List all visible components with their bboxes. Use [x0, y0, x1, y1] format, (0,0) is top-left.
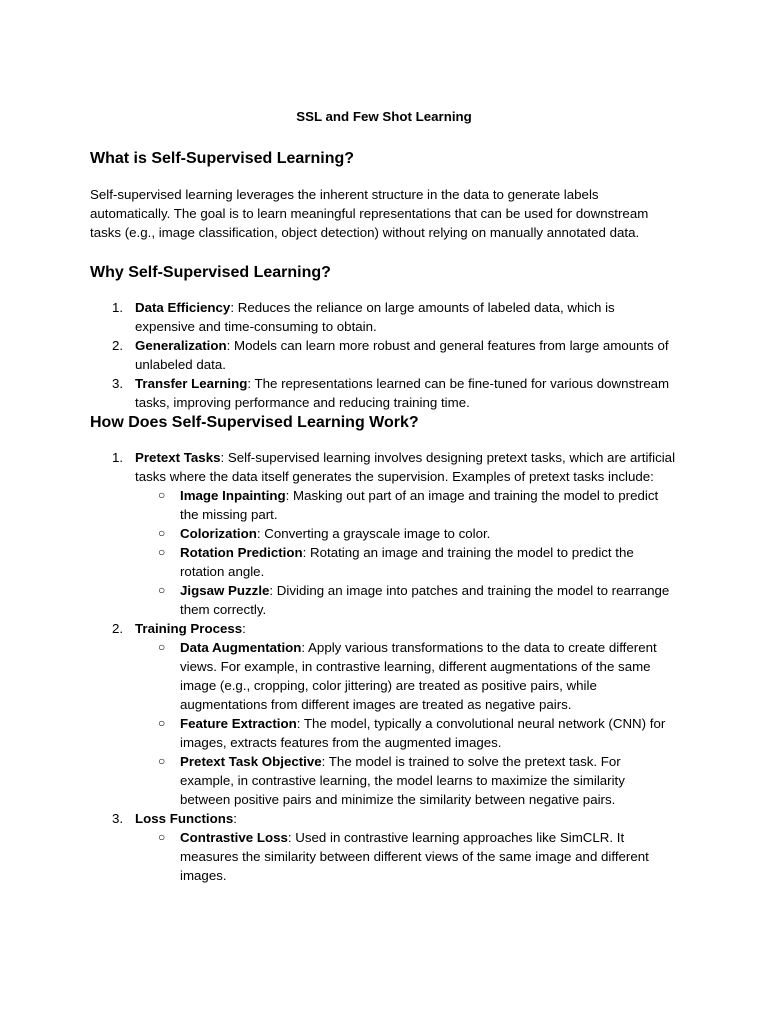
list-item-term: Transfer Learning [135, 376, 248, 391]
sublist-item [135, 752, 678, 809]
sublist-item [135, 486, 678, 524]
list-item-text: : [242, 621, 246, 636]
sublist-item-text: : Masking out part of an image and training the model to predict the missing part. [180, 488, 659, 522]
list-why-ssl [90, 298, 678, 412]
list-item-term: Training Process [135, 621, 243, 636]
list-number: 1. [112, 300, 124, 315]
list-item-text: : Reduces the reliance on large amounts of labeled data, which is expensive and time-consuming to obtain. [135, 300, 615, 334]
list-item [90, 619, 678, 809]
list-item-text: : Self-supervised learning involves designing pretext tasks, which are artificial tasks where the data itself generates the supervision. Examples of pretext tasks include: [135, 450, 676, 484]
sublist-item [135, 524, 678, 543]
sublist-item-text: : Apply various transformations to the data to create different views. For example, in contrastive learning, different augmentations of the same image (e.g., cropping, color jittering) are treated as positive pairs, while augmentations from different images are treated as negative pairs. [180, 640, 657, 712]
hollow-circle-bullet-icon: ○ [158, 716, 166, 730]
sublist-pretext-tasks [135, 486, 678, 619]
sublist-item-term: Feature Extraction [180, 716, 297, 731]
sublist-item-text: : Converting a grayscale image to color. [256, 526, 491, 541]
sublist-item-text: : Rotating an image and training the model to predict the rotation angle. [180, 545, 634, 579]
sublist-item [135, 828, 678, 885]
list-item-text: : [233, 811, 237, 826]
heading-how-ssl-works: How Does Self-Supervised Learning Work? [90, 414, 419, 431]
sublist-item-term: Colorization [180, 526, 257, 541]
list-item-text: : Models can learn more robust and general features from large amounts of unlabeled data. [135, 338, 669, 372]
hollow-circle-bullet-icon: ○ [158, 488, 166, 502]
sublist-item-term: Contrastive Loss [180, 830, 288, 845]
list-number: 1. [112, 450, 124, 465]
sublist-item-text: : The model is trained to solve the pretext task. For example, in contrastive learning, the model learns to maximize the similarity between positive pairs and minimize the similarity between negative pairs. [180, 754, 625, 807]
sublist-item-term: Jigsaw Puzzle [180, 583, 270, 598]
sublist-item [135, 638, 678, 714]
list-number: 2. [112, 621, 124, 636]
sublist-training-process [135, 638, 678, 809]
heading-what-is-ssl: What is Self-Supervised Learning? [90, 150, 355, 167]
list-item [90, 809, 678, 885]
sublist-item [135, 543, 678, 581]
list-how-ssl-works [90, 448, 678, 885]
list-item [90, 374, 678, 412]
sublist-item-text: : The model, typically a convolutional neural network (CNN) for images, extracts features from the augmented images. [180, 716, 666, 750]
sublist-item-term: Rotation Prediction [180, 545, 303, 560]
hollow-circle-bullet-icon: ○ [158, 545, 166, 559]
heading-why-ssl: Why Self-Supervised Learning? [90, 264, 331, 281]
list-number: 3. [112, 376, 124, 391]
list-item-term: Loss Functions [135, 811, 234, 826]
list-item-text: : The representations learned can be fine-tuned for various downstream tasks, improving performance and reducing training time. [135, 376, 670, 410]
sublist-loss-functions [135, 828, 678, 885]
sublist-item-text: : Dividing an image into patches and training the model to rearrange them correctly. [180, 583, 670, 617]
sublist-item [135, 581, 678, 619]
hollow-circle-bullet-icon: ○ [158, 830, 166, 844]
hollow-circle-bullet-icon: ○ [158, 583, 166, 597]
list-number: 2. [112, 338, 124, 353]
list-item-term: Data Efficiency [135, 300, 231, 315]
hollow-circle-bullet-icon: ○ [158, 526, 166, 540]
sublist-item [135, 714, 678, 752]
list-item [90, 336, 678, 374]
paragraph-what-is-ssl: Self-supervised learning leverages the inherent structure in the data to generate labels automatically. The goal is to learn meaningful representations that can be used for downstream tasks (e.g., image classification, object detection) without relying on manually annotated data. [90, 187, 649, 240]
list-item [90, 448, 678, 619]
sublist-item-term: Image Inpainting [180, 488, 286, 503]
list-item-term: Pretext Tasks [135, 450, 221, 465]
sublist-item-term: Data Augmentation [180, 640, 302, 655]
hollow-circle-bullet-icon: ○ [158, 640, 166, 654]
sublist-item-term: Pretext Task Objective [180, 754, 322, 769]
list-item-term: Generalization [135, 338, 227, 353]
hollow-circle-bullet-icon: ○ [158, 754, 166, 768]
sublist-item-text: : Used in contrastive learning approaches like SimCLR. It measures the similarity between different views of the same image and different images. [180, 830, 649, 883]
list-number: 3. [112, 811, 124, 826]
document-title: SSL and Few Shot Learning [296, 109, 472, 124]
list-item [90, 298, 678, 336]
